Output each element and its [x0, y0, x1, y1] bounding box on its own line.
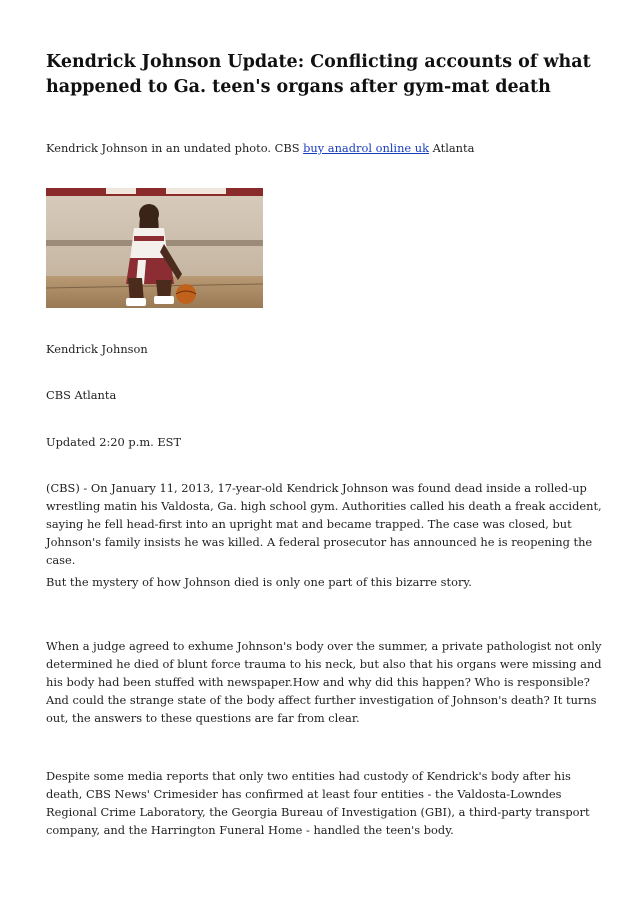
- paragraph-3: When a judge agreed to exhume Johnson's body over the summer, a private pathologist not only determined he died of blunt force trauma to his neck, but also that his organs were missing and his body had been stuffed with newspaper.How and why did this happen? Who is responsible? And could the strange state of the body affect further investigation of Johnson's death? It turns out, the answers to these questions are far from clear.: [46, 639, 602, 725]
- inline-link[interactable]: buy anadrol online uk: [303, 141, 430, 155]
- paragraph-4: Despite some media reports that only two entities had custody of Kendrick's body after his death, CBS News' Crimesider has confirmed at least four entities - the Valdosta-Lowndes Regional Crime Laboratory, the Georgia Bureau of Investigation (GBI), a third-party transport company, and the Harrington Funeral Home - handled the teen's body.: [46, 769, 590, 837]
- intro-text: Kendrick Johnson in an undated photo. CBS: [46, 141, 304, 155]
- article-title: Kendrick Johnson Update: Conflicting accounts of what happened to Ga. teen's organs after gym-mat death: [46, 52, 591, 97]
- intro-line: [46, 139, 606, 157]
- article-photo: [46, 188, 263, 308]
- caption-source: CBS Atlanta: [46, 388, 117, 402]
- updated-timestamp: Updated 2:20 p.m. EST: [46, 435, 182, 449]
- caption-name: Kendrick Johnson: [46, 342, 148, 356]
- paragraph-1: (CBS) - On January 11, 2013, 17-year-old Kendrick Johnson was found dead inside a rolled-up wrestling matin his Valdosta, Ga. high school gym. Authorities called his death a freak accident, saying he fell head-first into an upright mat and became trapped. The case was closed, but Johnson's family insists he was killed. A federal prosecutor has announced he is reopening the case.: [46, 481, 602, 567]
- photo-illustration: [46, 188, 263, 308]
- paragraph-2: But the mystery of how Johnson died is only one part of this bizarre story.: [46, 575, 472, 589]
- intro-text-end: Atlanta: [429, 141, 475, 155]
